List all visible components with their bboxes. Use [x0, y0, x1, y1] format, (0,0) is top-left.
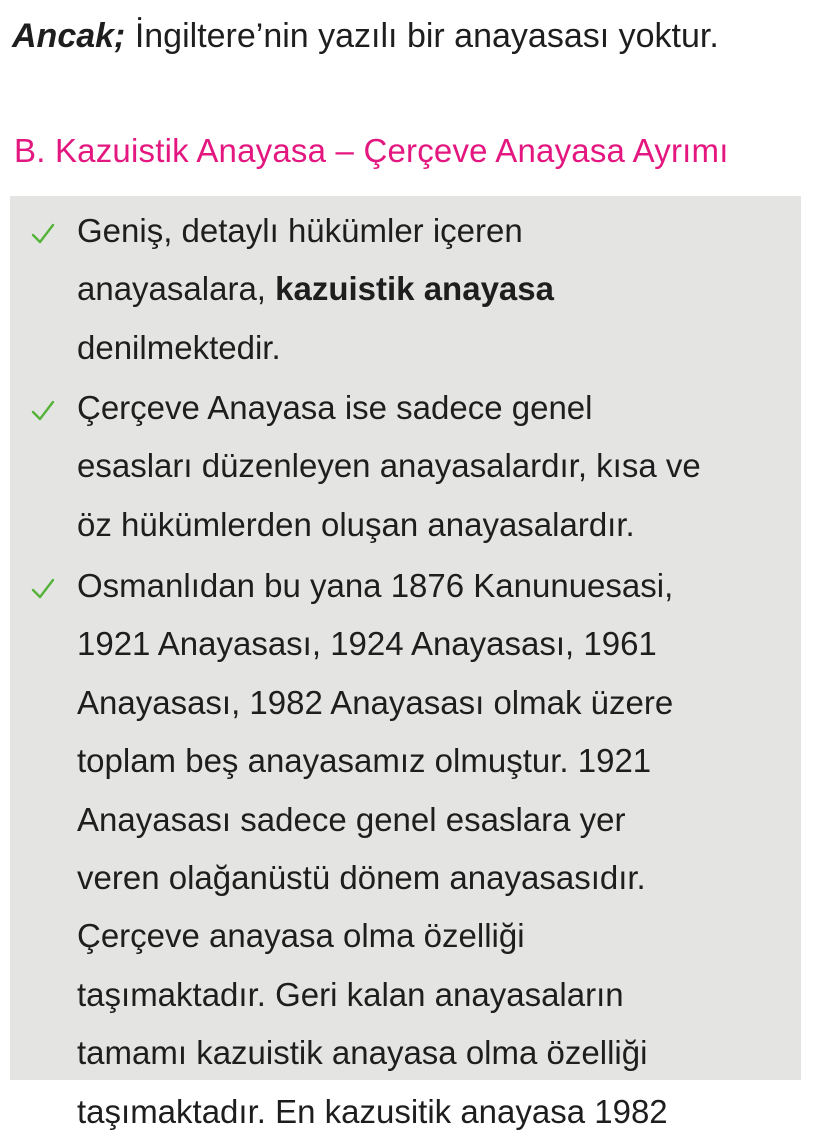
list-item-line: veren olağanüstü dönem anayasasıdır.: [77, 858, 646, 896]
list-item-line: Çerçeve Anayasa ise sadece genel: [77, 389, 593, 426]
list-item-text: [77, 379, 789, 554]
list-item-line: Anayasası sadece genel esaslara yer: [77, 800, 626, 838]
list-item-line: öz hükümlerden oluşan anayasalardır.: [77, 505, 635, 543]
list-item-line: Osmanlıdan bu yana 1876 Kanunuesasi,: [77, 567, 674, 604]
list-item-line: Anayasası, 1982 Anayasası olmak üzere: [77, 683, 674, 721]
list-item-line: Çerçeve anayasa olma özelliği: [77, 917, 525, 955]
list-item-line: taşımaktadır. Geri kalan anayasaların: [77, 975, 624, 1013]
intro-sentence: [12, 8, 812, 64]
list-item-line: esasları düzenleyen anayasalardır, kısa ve: [77, 447, 701, 485]
list-item-line: toplam beş anayasamız olmuştur. 1921: [77, 742, 652, 780]
intro-lead: Ancak;: [12, 17, 126, 55]
list-item-text: [77, 202, 789, 377]
section-heading: B. Kazuistik Anayasa – Çerçeve Anayasa Ayrımı: [14, 132, 729, 169]
list-item-line: [77, 260, 789, 318]
list-item-line: 1921 Anayasası, 1924 Anayasası, 1961: [77, 625, 657, 663]
list-item-line: tamamı kazuistik anayasa olma özelliği: [77, 1034, 648, 1072]
list-item-line: denilmektedir.: [77, 328, 281, 366]
content-panel: [10, 196, 801, 1130]
list-item-line-text: anayasalara,: [77, 270, 276, 308]
check-mark-icon: [29, 397, 57, 425]
check-mark-icon: [29, 575, 57, 603]
list-item-line: taşımaktadır. En kazusitik anayasa 1982: [77, 1092, 668, 1130]
list-item-text: [77, 557, 789, 1141]
list-item-line: Geniş, detaylı hükümler içeren: [77, 212, 523, 249]
intro-text: İngiltere’nin yazılı bir anayasası yoktur.: [125, 17, 719, 55]
emphasized-term: kazuistik anayasa: [275, 270, 554, 308]
check-mark-icon: [29, 220, 57, 248]
